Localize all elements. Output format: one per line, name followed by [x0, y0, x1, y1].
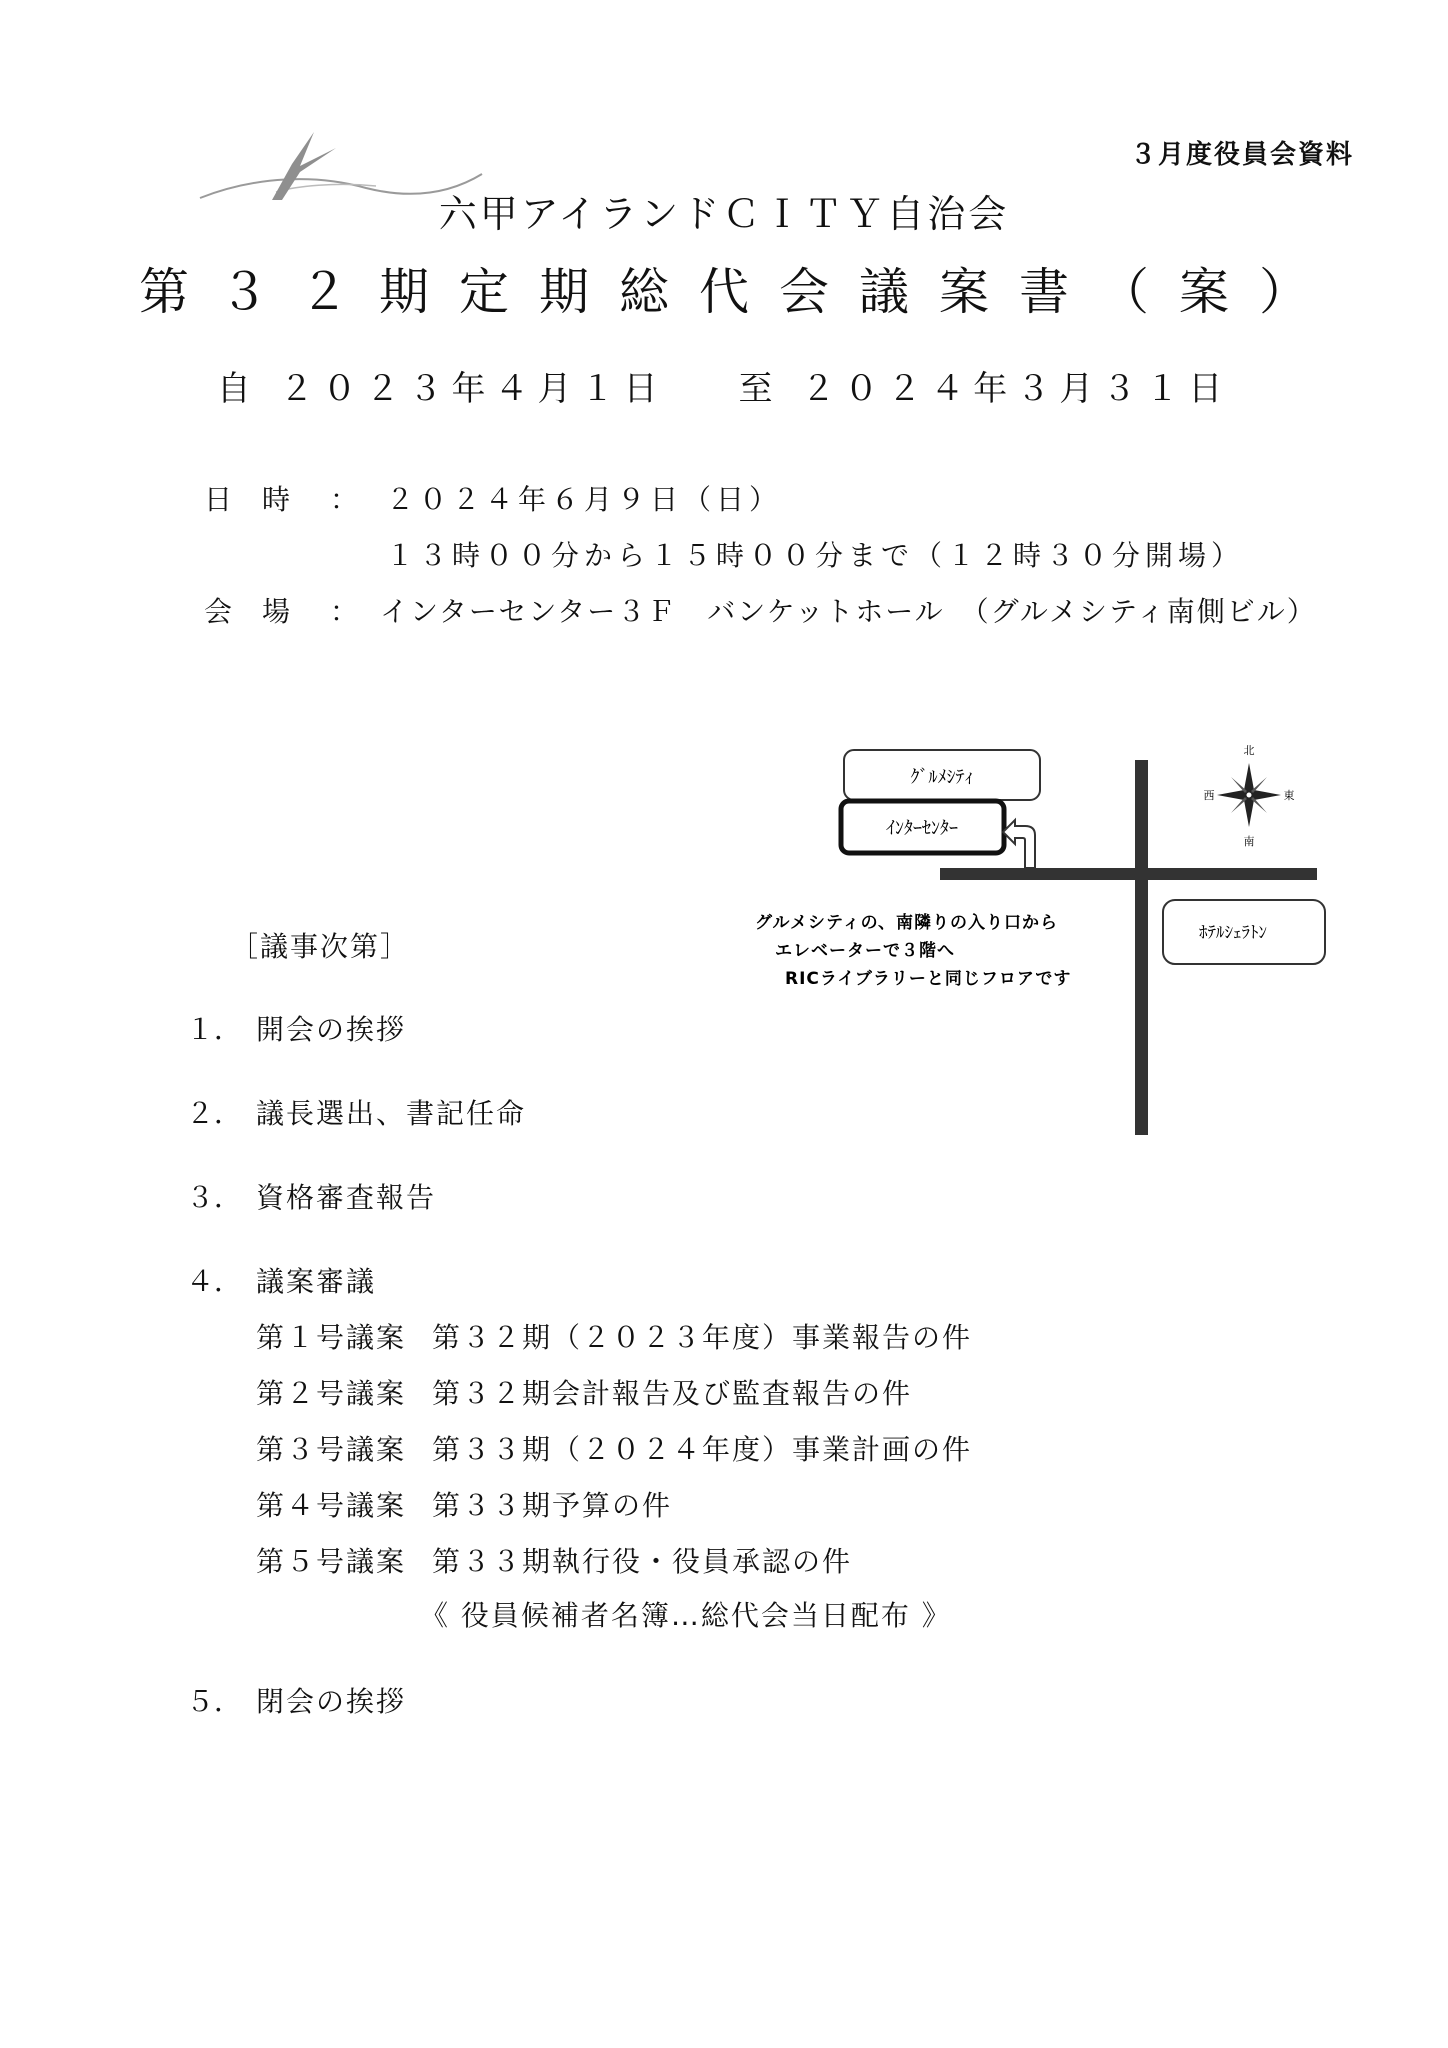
agenda-item: 議長選出、書記任命 — [256, 1097, 527, 1130]
compass-west: 西 — [1203, 789, 1215, 802]
proposal-label: 第５号議案 — [256, 1545, 407, 1578]
compass-south: 南 — [1243, 835, 1255, 848]
document-title: 第３２期定期総代会議案書（案） — [139, 263, 1339, 321]
proposal-label: 第３号議案 — [256, 1433, 407, 1466]
venue-label: 会場 — [204, 595, 321, 628]
proposal-label: 第４号議案 — [256, 1489, 407, 1522]
agenda-number: ３． — [186, 1181, 243, 1214]
agenda-number: ５． — [186, 1685, 243, 1718]
date-colon: ： — [330, 483, 364, 516]
venue-map — [735, 740, 1335, 1140]
compass-north: 北 — [1243, 744, 1255, 757]
agenda-item: 開会の挨拶 — [256, 1013, 407, 1046]
proposal-text: 第３２期会計報告及び監査報告の件 — [432, 1377, 913, 1410]
agenda-heading: ［議事次第］ — [230, 930, 411, 963]
road-horizontal — [940, 868, 1317, 880]
proposal-label: 第１号議案 — [256, 1321, 407, 1354]
building-hotel-sheraton-label: ﾎﾃﾙｼｪﾗﾄﾝ — [1199, 923, 1267, 943]
compass-east: 東 — [1283, 789, 1295, 802]
agenda-item: 閉会の挨拶 — [256, 1685, 407, 1718]
proposal-text: 第３３期（２０２４年度）事業計画の件 — [432, 1433, 973, 1466]
agenda-number: ４． — [186, 1265, 243, 1298]
venue-colon: ： — [330, 595, 364, 628]
building-inter-center-label: ｲﾝﾀｰｾﾝﾀｰ — [886, 818, 958, 839]
compass-icon — [1217, 763, 1281, 827]
proposal-text: 第３２期（２０２３年度）事業報告の件 — [432, 1321, 973, 1354]
fiscal-period — [0, 361, 1448, 410]
map-direction-line-3: RICライブラリーと同じフロアです — [785, 969, 1072, 989]
proposal-text: 第３３期執行役・役員承認の件 — [432, 1545, 853, 1578]
road-vertical — [1135, 760, 1148, 1135]
date-value: ２０２４年６月９日（日） — [386, 483, 783, 516]
time-value: １３時００分から１５時００分まで（１２時３０分開場） — [386, 539, 1245, 572]
proposal-text: 第３３期予算の件 — [432, 1489, 673, 1522]
document-tag: ３月度役員会資料 — [1129, 140, 1354, 170]
candidate-list-note: 《 役員候補者名簿…総代会当日配布 》 — [420, 1599, 952, 1632]
date-label: 日時 — [204, 483, 321, 516]
building-gourmet-city-label: ｸﾞﾙﾒｼﾃｨ — [910, 767, 974, 788]
agenda-number: １． — [186, 1013, 243, 1046]
venue-value: インターセンター３Ｆ バンケットホール （グルメシティ南側ビル） — [380, 595, 1317, 628]
period-from: 自 ２０２３年４月１日 — [216, 369, 667, 409]
turn-arrow-icon — [1003, 820, 1035, 868]
map-direction-line-2: エレベーターで３階へ — [775, 941, 955, 961]
agenda-item: 議案審議 — [256, 1265, 377, 1298]
period-to: 至 ２０２４年３月３１日 — [738, 369, 1232, 409]
map-direction-line-1: グルメシティの、南隣りの入り口から — [755, 913, 1058, 933]
organization-name: 六甲アイランドＣＩＴＹ自治会 — [438, 192, 1010, 236]
agenda-item: 資格審査報告 — [256, 1181, 437, 1214]
proposal-label: 第２号議案 — [256, 1377, 407, 1410]
agenda-number: ２． — [186, 1097, 243, 1130]
